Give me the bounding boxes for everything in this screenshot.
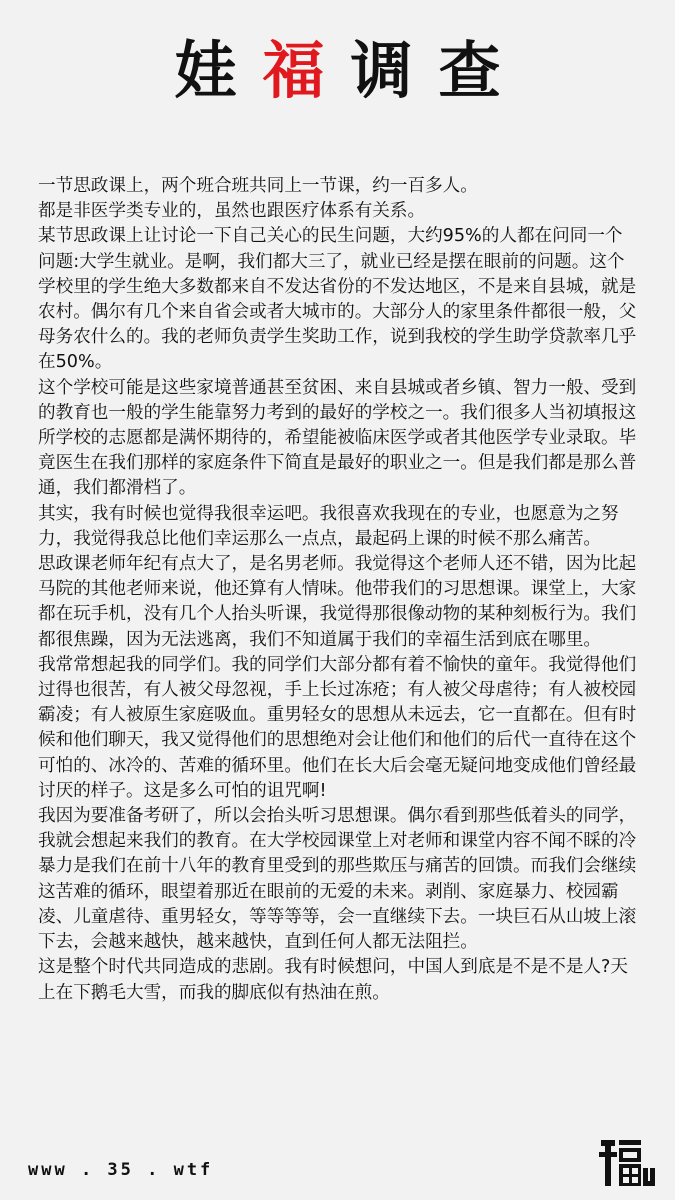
article-body	[38, 174, 640, 1006]
logo-icon	[599, 1138, 657, 1188]
page-title	[0, 36, 675, 106]
title-char-4: 查	[438, 34, 527, 107]
paragraph: 某节思政课上让讨论一下自己关心的民生问题，大约95%的人都在问同一个问题:大学生就业。是啊，我们都大三了，就业已经是摆在眼前的问题。这个学校里的学生绝大多数都来自不发达省份的不发达地区，不是来自县城，就是农村。偶尔有几个来自省会或者大城市的。大部分人的家里条件都很一般，父母务农什么的。我的老师负责学生奖助工作，说到我校的学生助学贷款率几乎在50%。	[38, 226, 637, 373]
footer-url: www . 35 . wtf	[28, 1160, 214, 1180]
paragraph: 一节思政课上，两个班合班共同上一节课，约一百多人。	[38, 176, 478, 196]
title-char-2: 福	[262, 34, 351, 107]
paragraph: 这个学校可能是这些家境普通甚至贫困、来自县城或者乡镇、智力一般、受到的教育也一般的学生能靠努力考到的最好的学校之一。我们很多人当初填报这所学校的志愿都是满怀期待的，希望能被临床医学或者其他医学专业录取。毕竟医生在我们那样的家庭条件下简直是最好的职业之一。但是我们都是那么普通，我们都滑档了。	[38, 377, 637, 499]
paragraph: 我常常想起我的同学们。我的同学们大部分都有着不愉快的童年。我觉得他们过得也很苦，有人被父母忽视，手上长过冻疮；有人被父母虐待；有人被校园霸凌；有人被原生家庭吸血。重男轻女的思想从未远去，它一直都在。但有时候和他们聊天，我又觉得他们的思想绝对会让他们和他们的后代一直待在这个可怕的、冰冷的、苦难的循环里。他们在长大后会毫无疑问地变成他们曾经最讨厌的样子。这是多么可怕的诅咒啊!	[38, 654, 637, 801]
paragraph: 这是整个时代共同造成的悲剧。我有时候想问，中国人到底是不是不是人?天上在下鹅毛大雪，而我的脚底似有热油在煎。	[38, 957, 628, 1003]
title-char-3: 调	[350, 34, 439, 107]
paragraph: 其实，我有时候也觉得我很幸运吧。我很喜欢我现在的专业，也愿意为之努力，我觉得我总比他们幸运那么一点点，最起码上课的时候不那么痛苦。	[38, 503, 619, 549]
paragraph: 思政课老师年纪有点大了，是名男老师。我觉得这个老师人还不错，因为比起马院的其他老师来说，他还算有人情味。他带我们的习思想课。课堂上，大家都在玩手机，没有几个人抬头听课，我觉得那很像动物的某种刻板行为。我们都很焦躁，因为无法逃离，我们不知道属于我们的幸福生活到底在哪里。	[38, 554, 637, 650]
paragraph: 我因为要准备考研了，所以会抬头听习思想课。偶尔看到那些低着头的同学，我就会想起来我们的教育。在大学校园课堂上对老师和课堂内容不闻不睬的冷暴力是我们在前十八年的教育里受到的那些欺压与痛苦的回馈。而我们会继续这苦难的循环，眼望着那近在眼前的无爱的未来。剥削、家庭暴力、校园霸凌、儿童虐待、重男轻女，等等等等，会一直继续下去。一块巨石从山坡上滚下去，会越来越快，越来越快，直到任何人都无法阻拦。	[38, 806, 637, 953]
title-char-1: 娃	[174, 34, 263, 107]
paragraph: 都是非医学类专业的，虽然也跟医疗体系有关系。	[38, 201, 426, 222]
